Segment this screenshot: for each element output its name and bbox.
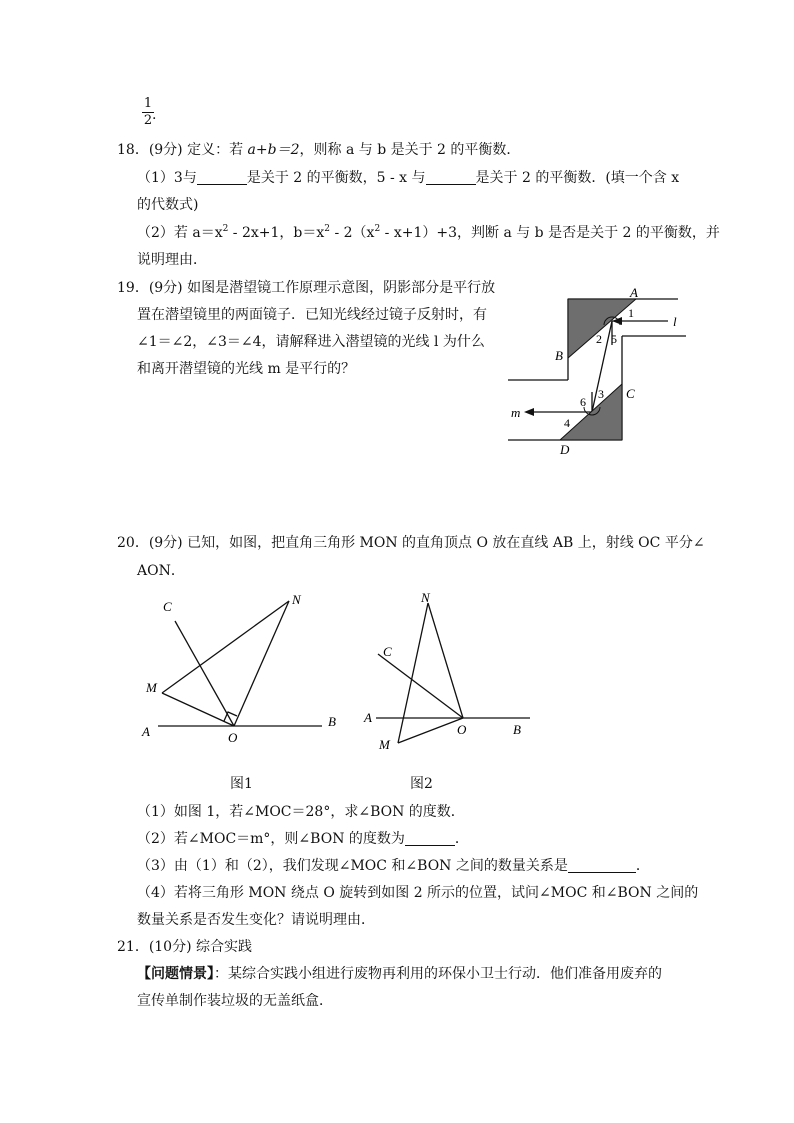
- q18-part1-cont: 的代数式): [137, 197, 199, 213]
- q20-part4-cont: 数量关系是否发生变化？请说明理由．: [137, 912, 375, 928]
- arrow-outgoing-icon: [524, 408, 534, 416]
- fig1-label-C: C: [163, 599, 172, 614]
- q21-line1-tail: ：某综合实践小组进行废物再利用的环保小卫士行动．他们准备用废弃的: [214, 966, 662, 982]
- segment-ON: [234, 601, 289, 726]
- label-5: 5: [611, 332, 617, 346]
- ray-OC: [378, 654, 463, 718]
- q21-line2: 宣传单制作装垃圾的无盖纸盒．: [137, 993, 333, 1009]
- label-D: D: [560, 442, 570, 457]
- fig2-label-N: N: [421, 590, 430, 605]
- fraction-period: .: [152, 107, 157, 123]
- q20-blank-1[interactable]: [405, 831, 455, 846]
- label-B: B: [555, 348, 563, 363]
- q20-p3-a: （3）由（1）和（2），我们发现∠MOC 和∠BON 之间的数量关系是: [137, 858, 568, 874]
- fig1-label-B: B: [328, 714, 336, 729]
- q18-p1-c: 是关于 2 的平衡数．(填一个含 x: [475, 170, 680, 186]
- label-1: 1: [628, 306, 634, 320]
- q18-p2-a: （2）若 a＝x: [137, 225, 223, 241]
- q20-part4: （4）若将三角形 MON 绕点 O 旋转到如图 2 所示的位置，试问∠MOC 和∠BON 之间的: [137, 885, 699, 901]
- segment-ON: [428, 603, 463, 718]
- label-3: 3: [598, 387, 604, 401]
- fraction-numerator: 1: [143, 96, 153, 111]
- fraction-denominator: 2: [143, 113, 153, 128]
- q20-part1: （1）如图 1，若∠MOC＝28°，求∠BON 的度数．: [137, 804, 465, 820]
- segment-OM: [162, 693, 234, 726]
- q18-blank-1[interactable]: [197, 170, 247, 185]
- q18-part2-cont: 说明理由．: [137, 252, 207, 268]
- q20-p2-b: ．: [454, 831, 469, 847]
- fig2-label-B: B: [513, 722, 521, 737]
- q21-bracket-title: 【问题情景】: [137, 966, 214, 982]
- ray-OC: [175, 621, 234, 726]
- label-C: C: [626, 386, 635, 401]
- fig2-label-M: M: [379, 737, 390, 752]
- q20-p2-a: （2）若∠MOC＝m°，则∠BON 的度数为: [137, 831, 405, 847]
- q21-line1: [137, 964, 662, 984]
- segment-MN: [162, 601, 289, 693]
- q18-p2-d: - x+1）+3，判断 a 与 b 是否是关于 2 的平衡数，并: [380, 225, 720, 241]
- fig1-label-O: O: [228, 730, 238, 745]
- q18-p1-a: （1）3与: [137, 170, 197, 186]
- label-l: l: [673, 314, 677, 329]
- q18-p2-b: - 2x+1，b＝x: [228, 225, 325, 241]
- q18-part2: [137, 223, 720, 243]
- q18-p2-c: - 2（x: [330, 225, 375, 241]
- fig2-label-C: C: [383, 644, 392, 659]
- label-A: A: [630, 285, 638, 300]
- fig1-caption: 图1: [230, 776, 253, 792]
- q18-def-expr: a+b＝2: [247, 142, 300, 158]
- q20-p3-b: ．: [635, 858, 650, 874]
- q19-line1: 19．(9分) 如图是潜望镜工作原理示意图，阴影部分是平行放: [117, 280, 496, 296]
- q18-p1-b: 是关于 2 的平衡数，5 - x 与: [246, 170, 426, 186]
- label-6: 6: [580, 395, 586, 409]
- q19-line4: 和离开潜望镜的光线 m 是平行的？: [137, 361, 356, 377]
- q20-part2: [137, 829, 469, 849]
- q18-sup-1: 2: [222, 224, 229, 234]
- figure-2: [360, 585, 540, 755]
- fig1-label-M: M: [146, 680, 157, 695]
- q18-def-tail: ，则称 a 与 b 是关于 2 的平衡数．: [299, 142, 521, 158]
- fig2-label-A: A: [364, 710, 372, 725]
- q18-part1: [137, 168, 679, 188]
- q20-line2: AON．: [137, 563, 185, 579]
- label-4: 4: [564, 416, 570, 430]
- fig1-label-A: A: [142, 724, 150, 739]
- q20-line1: 20．(9分) 已知，如图，把直角三角形 MON 的直角顶点 O 放在直线 AB 上，射线 OC 平分∠: [117, 535, 705, 551]
- q20-blank-2[interactable]: [568, 858, 636, 873]
- upper-mirror: [568, 299, 636, 358]
- q19-line3: ∠1＝∠2，∠3＝∠4，请解释进入潜望镜的光线 l 为什么: [137, 334, 485, 350]
- label-2: 2: [596, 332, 602, 346]
- label-m: m: [511, 405, 521, 420]
- segment-OM: [398, 718, 463, 743]
- q19-line2: 置在潜望镜里的两面镜子．已知光线经过镜子反射时，有: [137, 307, 487, 323]
- periscope-figure: [500, 282, 695, 462]
- q18-sup-3: 2: [374, 224, 381, 234]
- q18-head: 18．(9分) 定义：若: [117, 142, 248, 158]
- figure-1: [140, 590, 350, 750]
- q20-part3: [137, 856, 650, 876]
- q18-sup-2: 2: [324, 224, 331, 234]
- fig2-caption: 图2: [410, 776, 433, 792]
- q18-definition: [117, 140, 520, 160]
- q18-blank-2[interactable]: [426, 170, 476, 185]
- fig2-label-O: O: [457, 722, 467, 737]
- fig1-label-N: N: [292, 592, 301, 607]
- q21-head: 21．(10分) 综合实践: [117, 939, 253, 955]
